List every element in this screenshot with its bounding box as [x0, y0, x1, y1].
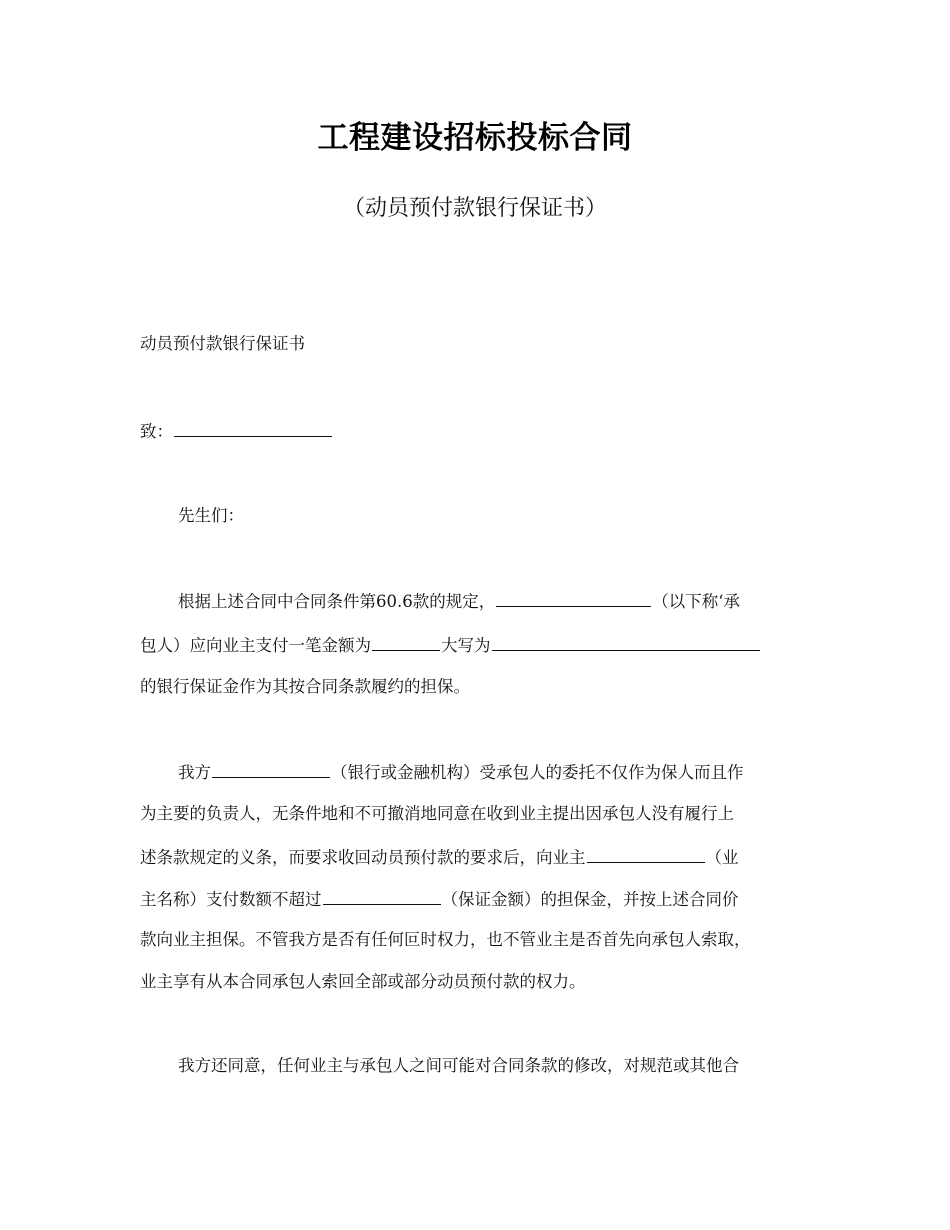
- employer-name-blank: [587, 845, 705, 863]
- contractor-name-blank: [496, 589, 651, 607]
- p2-line-5: 款向业主担保。不管我方是否有任何叵时权力，也不管业主是否首先向承包人索取，: [140, 930, 751, 949]
- p2-line-2: 为主要的负责人，无条件地和不可撤消地同意在收到业主提出因承包人没有履行上: [140, 804, 734, 823]
- document-title: 工程建设招标投标合同: [317, 120, 633, 156]
- guarantee-amount-blank: [323, 887, 441, 905]
- document-subtitle: （动员预付款银行保证书）: [342, 196, 607, 221]
- amount-blank: [372, 633, 440, 651]
- p2-line-4: 主名称）支付数额不超过 （保证金额）的担保金，并按上述合同价: [140, 887, 739, 911]
- addressee-blank: [174, 419, 332, 437]
- amount-in-words-blank: [492, 633, 760, 651]
- p1-line-3: 的银行保证金作为其按合同条款履约的担保。: [140, 677, 470, 696]
- bank-name-blank: [212, 760, 330, 778]
- p3-line-1: 我方还同意，任何业主与承包人之间可能对合同条款的修改，对规范或其他合: [178, 1056, 739, 1075]
- p1-line-1: 根据上述合同中合同条件第60.6款的规定， （以下称‘承: [178, 589, 740, 613]
- addressee-line: [140, 419, 333, 443]
- p2-line-6: 业主享有从本合同承包人索回全部或部分动员预付款的权力。: [140, 972, 586, 991]
- salutation: 先生们：: [178, 506, 244, 525]
- p1-line-2: 包人）应向业主支付一笔金额为 大写为: [140, 633, 761, 657]
- to-label: 致：: [140, 422, 173, 441]
- p2-line-1: 我方 （银行或金融机构）受承包人的委托不仅作为保人而且作: [178, 760, 744, 784]
- section-heading: 动员预付款银行保证书: [140, 334, 305, 353]
- p2-line-3: 述条款规定的义条，而要求收回动员预付款的要求后，向业主 （业: [140, 845, 739, 869]
